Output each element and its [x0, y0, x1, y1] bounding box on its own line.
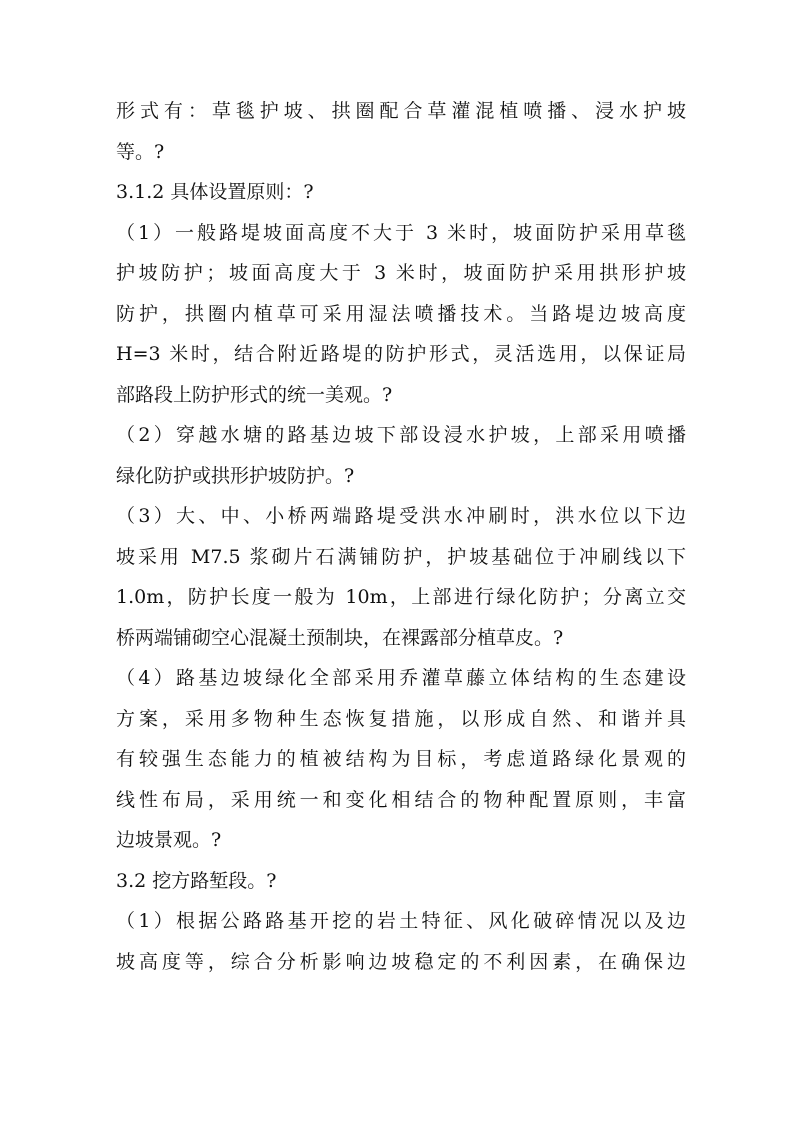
- text-line: （1）一般路堤坡面高度不大于 3 米时，坡面防护采用草毯: [116, 221, 686, 244]
- text-line: 护坡防护；坡面高度大于 3 米时，坡面防护采用拱形护坡: [116, 262, 686, 284]
- text-line: H=3 米时，结合附近路堤的防护形式，灵活选用，以保证局: [116, 343, 686, 365]
- text-line: 边坡景观。?: [116, 829, 222, 851]
- text-line: 1.0m，防护长度一般为 10m，上部进行绿化防护；分离立交: [116, 586, 686, 608]
- text-line: 有较强生态能力的植被结构为目标，考虑道路绿化景观的: [116, 748, 686, 770]
- text-line: （4）路基边坡绿化全部采用乔灌草藤立体结构的生态建设: [116, 667, 686, 689]
- text-line: 坡高度等，综合分析影响边坡稳定的不利因素，在确保边: [116, 950, 686, 973]
- text-line: （3）大、中、小桥两端路堤受洪水冲刷时，洪水位以下边: [116, 505, 686, 527]
- text-line: 桥两端铺砌空心混凝土预制块，在裸露部分植草皮。?: [116, 626, 564, 649]
- text-line: 坡采用 M7.5 浆砌片石满铺防护，护坡基础位于冲刷线以下: [116, 545, 686, 568]
- section-heading: 3.1.2 具体设置原则：?: [116, 181, 314, 203]
- text-line: 等。?: [116, 140, 165, 163]
- text-line: 部路段上防护形式的统一美观。?: [116, 383, 393, 406]
- text-line: 方案，采用多物种生态恢复措施，以形成自然、和谐并具: [116, 707, 686, 730]
- text-line: 线性布局，采用统一和变化相结合的物种配置原则，丰富: [116, 788, 686, 811]
- document-body: [116, 91, 686, 982]
- section-heading: 3.2 挖方路堑段。?: [116, 869, 277, 892]
- text-line: 形式有：草毯护坡、拱圈配合草灌混植喷播、浸水护坡: [116, 100, 686, 122]
- text-line: 防护，拱圈内植草可采用湿法喷播技术。当路堤边坡高度: [116, 302, 686, 325]
- text-line: （2）穿越水塘的路基边坡下部设浸水护坡，上部采用喷播: [116, 424, 686, 446]
- text-line: （1）根据公路路基开挖的岩土特征、风化破碎情况以及边: [116, 910, 686, 932]
- text-line: 绿化防护或拱形护坡防护。?: [116, 464, 355, 487]
